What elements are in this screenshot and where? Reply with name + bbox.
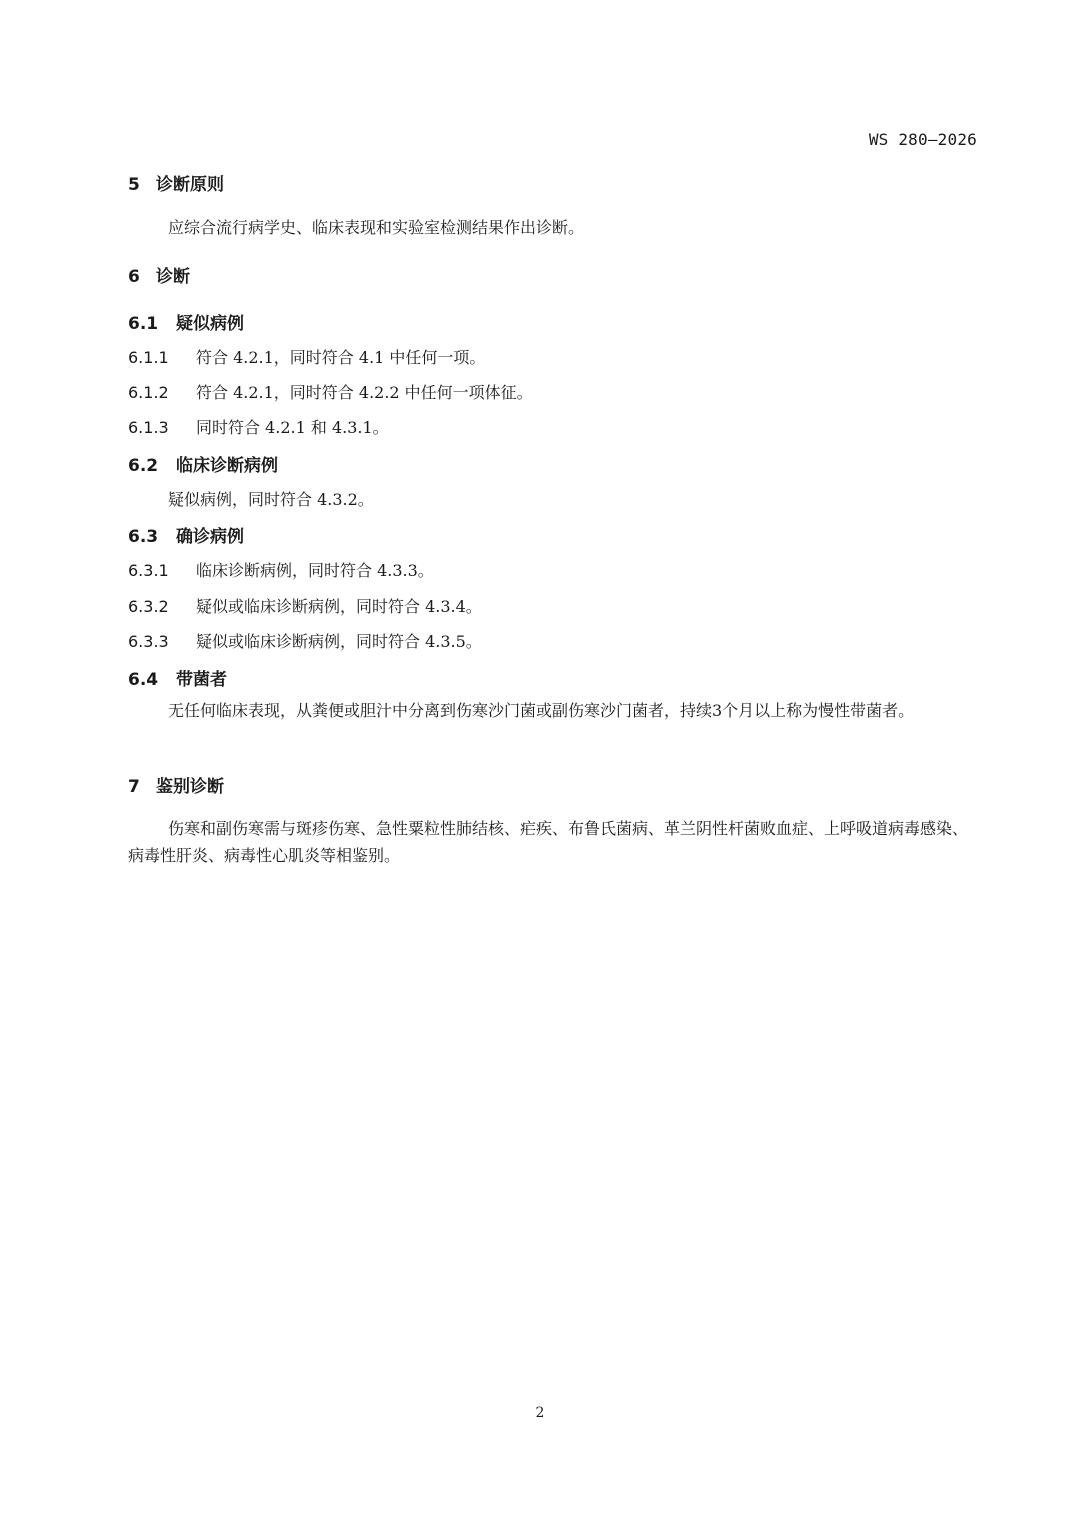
page-number: 2: [535, 1405, 545, 1421]
section-number: 6.3: [128, 527, 159, 547]
section-7-paragraph: 伤寒和副伤寒需与斑疹伤寒、急性粟粒性肺结核、疟疾、布鲁氏菌病、革兰阴性杆菌败血症、上呼吸道病毒感染、病毒性肝炎、病毒性心肌炎等相鉴别。: [128, 819, 969, 865]
section-5-paragraph: 应综合流行病学史、临床表现和实验室检测结果作出诊断。: [168, 218, 585, 237]
clause-6-3-2: [128, 594, 482, 617]
section-number: 6.1: [128, 314, 159, 334]
clause-6-3-1: [128, 558, 434, 581]
section-number: 6.2: [128, 456, 159, 476]
clause-number: 6.1.1: [128, 348, 169, 367]
clause-number: 6.1.2: [128, 383, 169, 402]
section-title: 诊断原则: [156, 175, 224, 195]
clause-text: 临床诊断病例，同时符合 4.3.3。: [196, 561, 434, 580]
standard-number: WS 280—2026: [868, 130, 977, 149]
section-number: 7: [128, 777, 140, 797]
section-6-4-paragraph: 无任何临床表现，从粪便或胆汁中分离到伤寒沙门菌或副伤寒沙门菌者，持续3个月以上称为慢性带菌者。: [168, 701, 915, 720]
section-6-2-heading: [128, 451, 278, 476]
clause-text: 符合 4.2.1，同时符合 4.1 中任何一项。: [196, 348, 486, 367]
section-title: 确诊病例: [176, 527, 244, 547]
section-title: 带菌者: [176, 670, 227, 690]
clause-number: 6.3.1: [128, 561, 169, 580]
section-6-4-heading: [128, 665, 227, 690]
section-5-heading: [128, 170, 224, 195]
clause-6-1-3: [128, 415, 389, 438]
clause-6-1-2: [128, 380, 533, 403]
section-title: 鉴别诊断: [156, 777, 224, 797]
clause-text: 同时符合 4.2.1 和 4.3.1。: [196, 418, 389, 437]
clause-number: 6.3.3: [128, 632, 169, 651]
clause-text: 疑似或临床诊断病例，同时符合 4.3.5。: [196, 632, 482, 651]
section-number: 6: [128, 267, 140, 287]
section-title: 疑似病例: [176, 314, 244, 334]
section-title: 诊断: [156, 267, 190, 287]
clause-text: 疑似或临床诊断病例，同时符合 4.3.4。: [196, 597, 482, 616]
section-6-1-heading: [128, 309, 244, 334]
clause-number: 6.1.3: [128, 418, 169, 437]
clause-number: 6.3.2: [128, 597, 169, 616]
section-6-heading: [128, 262, 190, 287]
section-number: 5: [128, 175, 140, 195]
clause-text: 符合 4.2.1，同时符合 4.2.2 中任何一项体征。: [196, 383, 533, 402]
clause-6-1-1: [128, 345, 485, 368]
section-6-2-paragraph: 疑似病例，同时符合 4.3.2。: [168, 490, 374, 509]
section-7-heading: [128, 772, 224, 797]
section-title: 临床诊断病例: [176, 456, 278, 476]
clause-6-3-3: [128, 629, 482, 652]
section-number: 6.4: [128, 670, 159, 690]
section-6-3-heading: [128, 522, 244, 547]
